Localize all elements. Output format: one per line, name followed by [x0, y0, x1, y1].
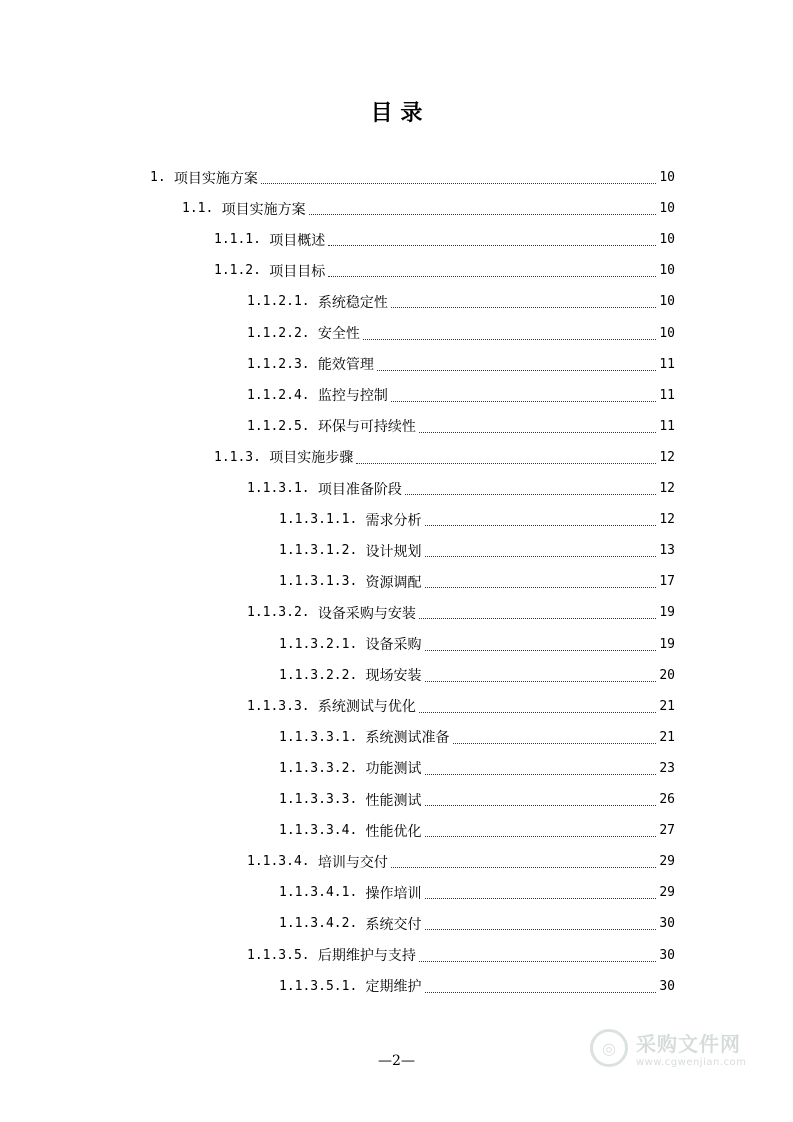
toc-leader-dots [405, 493, 656, 495]
toc-entry-label: 功能测试 [365, 761, 422, 778]
toc-entry[interactable] [279, 753, 675, 784]
toc-entry-page: 29 [659, 885, 675, 901]
toc-leader-dots [261, 182, 656, 184]
toc-entry-page: 21 [659, 698, 675, 714]
toc-entry[interactable] [279, 535, 675, 566]
toc-leader-dots [328, 275, 656, 277]
toc-entry-number: 1.1.3.3.4. [279, 823, 358, 839]
toc-entry-label: 系统稳定性 [317, 294, 388, 311]
toc-leader-dots [419, 711, 656, 713]
toc-entry-page: 12 [659, 512, 675, 528]
toc-entry[interactable] [279, 629, 675, 660]
toc-entry-page: 10 [659, 325, 675, 341]
toc-entry[interactable] [247, 286, 675, 317]
toc-entry-number: 1.1.2. [214, 263, 261, 279]
toc-entry-number: 1.1. [182, 201, 214, 217]
toc-leader-dots [309, 213, 657, 215]
toc-entry[interactable] [247, 411, 675, 442]
toc-leader-dots [425, 773, 657, 775]
toc-entry[interactable] [150, 162, 675, 193]
toc-entry-label: 操作培训 [365, 885, 422, 902]
toc-entry-number: 1.1.3.4.1. [279, 885, 358, 901]
toc-entry-page: 12 [659, 481, 675, 496]
toc-entry-label: 现场安装 [365, 668, 422, 685]
toc-entry[interactable] [214, 442, 675, 473]
toc-leader-dots [356, 462, 656, 464]
toc-leader-dots [425, 991, 657, 993]
toc-leader-dots [425, 586, 657, 588]
toc-leader-dots [391, 866, 656, 868]
toc-leader-dots [419, 960, 656, 962]
toc-entry-number: 1.1.2.3. [247, 356, 310, 372]
toc-entry-label: 性能测试 [365, 792, 422, 809]
toc-entry-number: 1.1.3.5.1. [279, 978, 358, 994]
toc-entry-label: 环保与可持续性 [317, 419, 416, 436]
toc-entry[interactable] [279, 971, 675, 1002]
toc-entry[interactable] [214, 224, 675, 255]
toc-entry-number: 1.1.3.1.1. [279, 512, 358, 528]
toc-entry-label: 系统测试准备 [365, 730, 450, 747]
toc-entry-number: 1.1.2.2. [247, 325, 310, 341]
toc-entry[interactable] [247, 473, 675, 504]
toc-entry-label: 项目实施步骤 [269, 450, 354, 467]
toc-entry-number: 1.1.1. [214, 232, 261, 248]
toc-entry-label: 性能优化 [365, 823, 422, 840]
toc-entry-number: 1.1.3.1. [247, 481, 310, 496]
toc-entry-page: 10 [659, 232, 675, 248]
toc-entry-label: 系统交付 [365, 916, 422, 933]
toc-leader-dots [425, 524, 657, 526]
toc-entry[interactable] [279, 908, 675, 939]
toc-entry-page: 21 [659, 729, 675, 745]
toc-entry[interactable] [247, 380, 675, 411]
toc-entry-page: 10 [659, 201, 675, 217]
toc-entry-number: 1.1.3.5. [247, 947, 310, 963]
toc-entry-label: 设备采购 [365, 637, 422, 653]
toc-leader-dots [391, 400, 656, 402]
watermark-logo-icon: ◎ [590, 1029, 628, 1067]
toc-entry-page: 29 [659, 854, 675, 870]
toc-entry[interactable] [247, 318, 675, 349]
toc-entry[interactable] [182, 193, 675, 224]
toc-entry-number: 1.1.3.4. [247, 854, 310, 870]
toc-entry[interactable] [247, 846, 675, 877]
toc-entry-label: 设计规划 [365, 543, 422, 560]
toc-entry-label: 项目目标 [269, 263, 326, 280]
toc-entry[interactable] [279, 877, 675, 908]
toc-entry[interactable] [279, 722, 675, 753]
toc-entry-label: 项目实施方案 [221, 201, 306, 218]
toc-entry-number: 1.1.3.3.1. [279, 729, 358, 745]
toc-entry-number: 1.1.3. [214, 449, 261, 465]
toc-entry-label: 项目实施方案 [173, 170, 258, 187]
toc-leader-dots [328, 244, 656, 246]
toc-leader-dots [425, 649, 657, 651]
toc-leader-dots [391, 306, 656, 308]
toc-leader-dots [425, 680, 657, 682]
toc-entry[interactable] [247, 691, 675, 722]
toc-entry-number: 1.1.3.3.3. [279, 792, 358, 807]
toc-entry[interactable] [279, 566, 675, 597]
toc-leader-dots [363, 338, 656, 340]
toc-entry-label: 定期维护 [365, 979, 422, 996]
toc-entry[interactable] [247, 597, 675, 628]
toc-leader-dots [377, 369, 656, 371]
toc-entry-label: 系统测试与优化 [317, 699, 416, 716]
watermark-name: 采购文件网 [636, 1032, 741, 1056]
page-title: 目 录 [370, 101, 423, 126]
toc-entry-number: 1.1.2.5. [247, 418, 310, 434]
toc-entry-number: 1. [150, 170, 166, 185]
toc-entry-number: 1.1.3.4.2. [279, 916, 358, 932]
toc-entry-label: 安全性 [317, 326, 360, 342]
toc-entry-label: 资源调配 [365, 574, 422, 591]
toc-leader-dots [425, 928, 657, 930]
toc-entry-page: 11 [659, 387, 675, 403]
toc-entry-label: 需求分析 [365, 512, 422, 529]
toc-entry[interactable] [247, 349, 675, 380]
toc-entry-number: 1.1.3.2.1. [279, 636, 358, 652]
toc-entry-page: 10 [659, 263, 675, 279]
toc-entry-label: 设备采购与安装 [317, 605, 416, 622]
toc-entry-label: 项目准备阶段 [317, 481, 402, 498]
toc-entry-page: 23 [659, 760, 675, 776]
page-number: —2— [378, 1053, 415, 1069]
toc-entry-number: 1.1.2.1. [247, 294, 310, 310]
toc-entry-page: 11 [659, 356, 675, 372]
toc-entry-page: 30 [659, 916, 675, 932]
watermark-url: www.cgwenjian.com [636, 1057, 747, 1068]
toc-entry[interactable] [214, 255, 675, 286]
toc-entry-label: 培训与交付 [317, 854, 388, 871]
watermark [590, 1028, 746, 1068]
toc-entry-page: 10 [659, 294, 675, 310]
toc-entry[interactable] [279, 815, 675, 846]
toc-leader-dots [419, 431, 656, 433]
toc-leader-dots [425, 835, 657, 837]
toc-leader-dots [425, 555, 657, 557]
toc-entry-page: 27 [659, 823, 675, 839]
toc-entry-number: 1.1.3.2. [247, 605, 310, 621]
toc-entry-page: 20 [659, 667, 675, 683]
toc-entry[interactable] [247, 940, 675, 971]
toc-entry-number: 1.1.2.4. [247, 387, 310, 403]
toc-entry-label: 监控与控制 [317, 388, 388, 405]
toc-entry-page: 10 [659, 170, 675, 185]
toc-entry-page: 12 [659, 449, 675, 465]
toc-entry-number: 1.1.3.2.2. [279, 667, 358, 683]
toc-entry-page: 30 [659, 978, 675, 994]
toc-entry[interactable] [279, 784, 675, 815]
toc-entry-page: 11 [659, 418, 675, 434]
toc-entry-number: 1.1.3.1.2. [279, 543, 358, 559]
toc-entry-label: 后期维护与支持 [317, 948, 416, 964]
toc-entry-page: 19 [659, 605, 675, 621]
toc-entry-number: 1.1.3.1.3. [279, 574, 358, 590]
toc-entry[interactable] [279, 504, 675, 535]
toc-entry-page: 19 [659, 636, 675, 652]
toc-leader-dots [425, 897, 657, 899]
toc-entry-number: 1.1.3.3.2. [279, 760, 358, 776]
toc-entry-number: 1.1.3.3. [247, 698, 310, 714]
toc-entry-page: 13 [659, 543, 675, 559]
toc-leader-dots [419, 617, 656, 619]
toc-leader-dots [425, 804, 657, 806]
toc-entry-label: 能效管理 [317, 357, 374, 374]
toc-entry-page: 30 [659, 947, 675, 963]
toc-entry-page: 26 [659, 792, 675, 807]
toc-leader-dots [453, 742, 657, 744]
toc-entry-label: 项目概述 [269, 232, 326, 249]
toc-entry-page: 17 [659, 574, 675, 590]
toc-entry[interactable] [279, 660, 675, 691]
